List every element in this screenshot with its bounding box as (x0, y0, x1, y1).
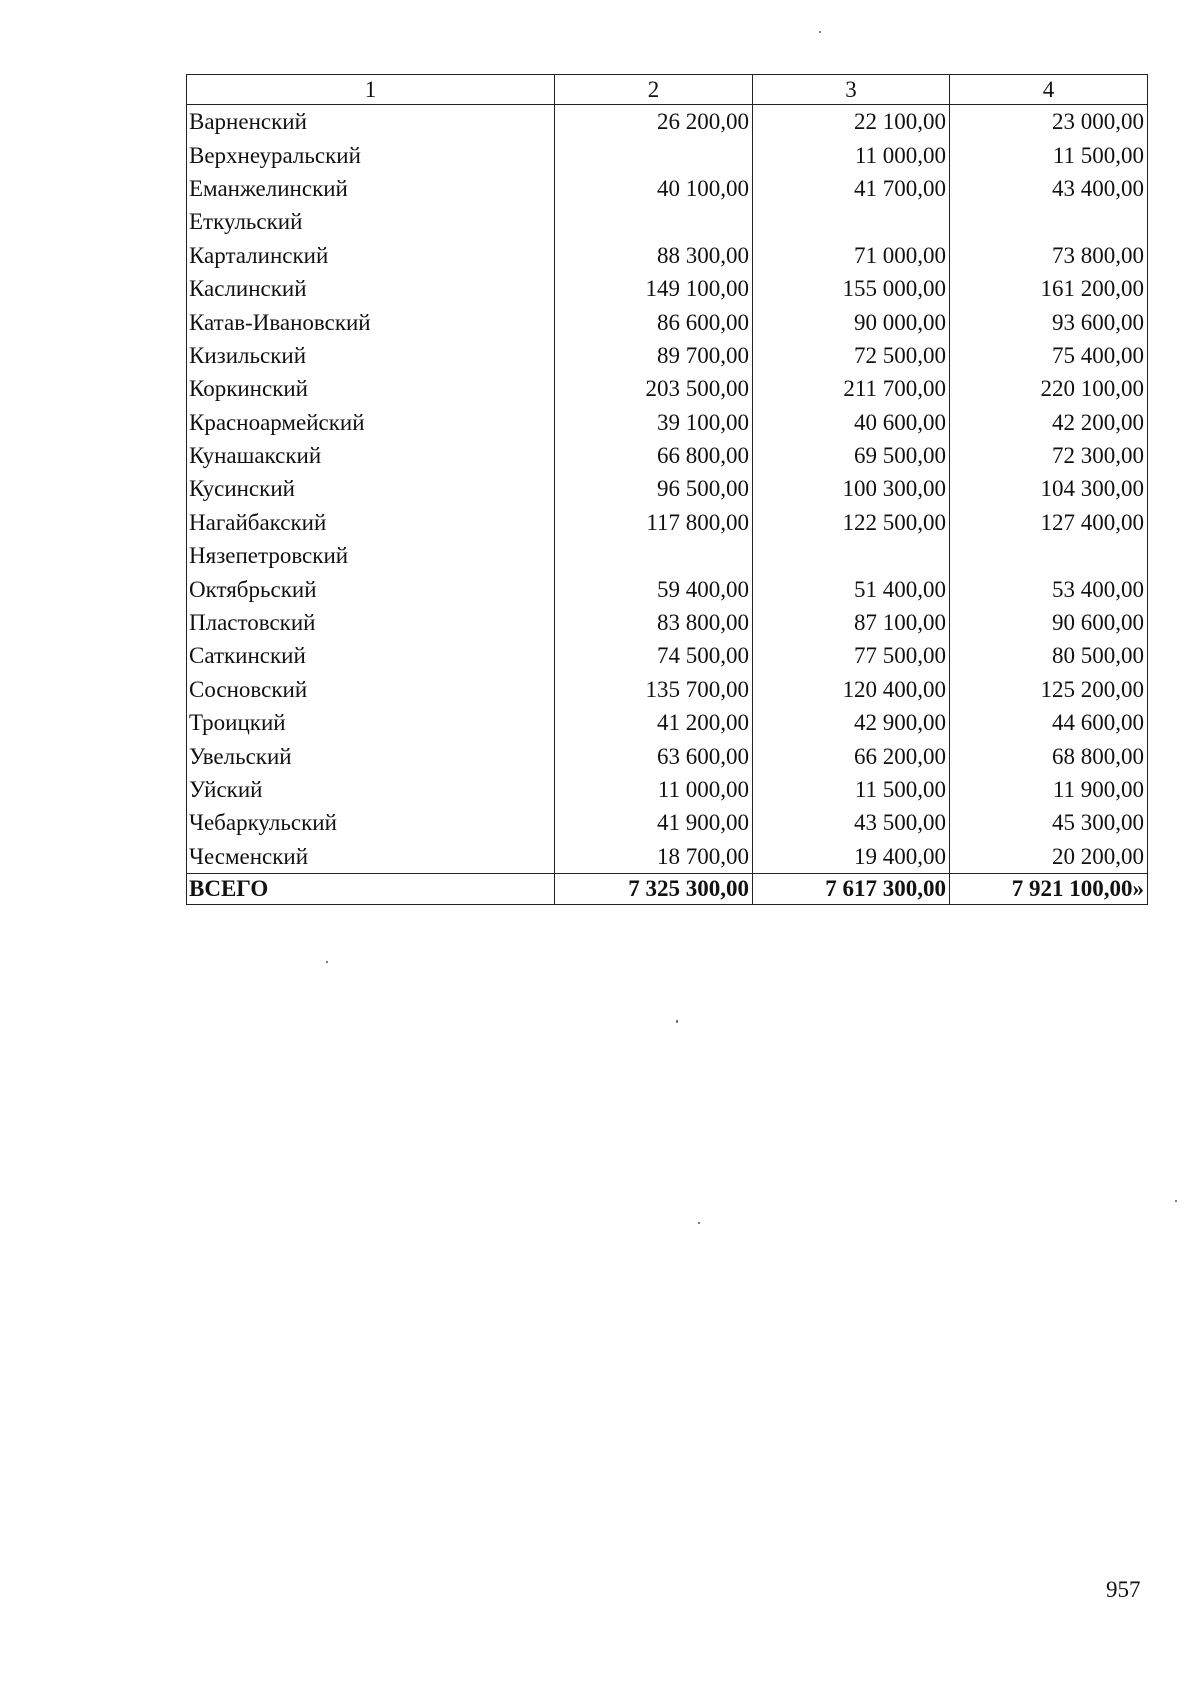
value-col2: 83 800,00 (555, 606, 753, 639)
table-row (187, 439, 1148, 472)
table-row (187, 572, 1148, 605)
value-col3: 43 500,00 (753, 806, 950, 839)
value-col2: 117 800,00 (555, 506, 753, 539)
value-col4: 45 300,00 (950, 806, 1148, 839)
district-name: Кусинский (187, 472, 555, 505)
value-col4: 44 600,00 (950, 706, 1148, 739)
value-col4: 11 900,00 (950, 773, 1148, 806)
value-col3: 11 000,00 (753, 138, 950, 171)
value-col3: 211 700,00 (753, 372, 950, 405)
value-col2 (555, 539, 753, 572)
scan-speck (326, 961, 328, 963)
value-col2: 66 800,00 (555, 439, 753, 472)
value-col4: 43 400,00 (950, 172, 1148, 205)
table-row (187, 606, 1148, 639)
value-col2: 96 500,00 (555, 472, 753, 505)
value-col3 (753, 205, 950, 238)
value-col3: 71 000,00 (753, 239, 950, 272)
total-row (187, 873, 1148, 904)
district-name: Пластовский (187, 606, 555, 639)
budget-table (186, 74, 1148, 905)
value-col4: 73 800,00 (950, 239, 1148, 272)
value-col3: 42 900,00 (753, 706, 950, 739)
value-col2: 59 400,00 (555, 572, 753, 605)
value-col2: 39 100,00 (555, 406, 753, 439)
value-col4: 72 300,00 (950, 439, 1148, 472)
district-name: Чебаркульский (187, 806, 555, 839)
value-col2: 74 500,00 (555, 639, 753, 672)
value-col2: 18 700,00 (555, 840, 753, 874)
district-name: Кунашакский (187, 439, 555, 472)
district-name: Катав-Ивановский (187, 305, 555, 338)
value-col4: 220 100,00 (950, 372, 1148, 405)
column-header: 2 (555, 75, 753, 105)
table-row (187, 773, 1148, 806)
value-col3: 122 500,00 (753, 506, 950, 539)
table-header-row (187, 75, 1148, 105)
value-col4: 23 000,00 (950, 105, 1148, 139)
value-col4: 125 200,00 (950, 673, 1148, 706)
value-col4: 42 200,00 (950, 406, 1148, 439)
value-col4: 11 500,00 (950, 138, 1148, 171)
value-col4: 20 200,00 (950, 840, 1148, 874)
district-name: Саткинский (187, 639, 555, 672)
value-col4: 80 500,00 (950, 639, 1148, 672)
total-col3: 7 617 300,00 (753, 873, 950, 904)
page-number: 957 (1106, 1577, 1141, 1602)
district-name: Нязепетровский (187, 539, 555, 572)
district-name: Нагайбакский (187, 506, 555, 539)
district-name: Чесменский (187, 840, 555, 874)
value-col2: 86 600,00 (555, 305, 753, 338)
column-header: 3 (753, 75, 950, 105)
value-col3: 11 500,00 (753, 773, 950, 806)
district-name: Уйский (187, 773, 555, 806)
value-col3: 100 300,00 (753, 472, 950, 505)
value-col3 (753, 539, 950, 572)
value-col3: 40 600,00 (753, 406, 950, 439)
district-name: Троицкий (187, 706, 555, 739)
district-name: Увельский (187, 739, 555, 772)
value-col3: 72 500,00 (753, 339, 950, 372)
value-col2: 63 600,00 (555, 739, 753, 772)
total-label: ВСЕГО (187, 873, 555, 904)
value-col3: 77 500,00 (753, 639, 950, 672)
table-row (187, 105, 1148, 139)
district-name: Карталинский (187, 239, 555, 272)
district-name: Красноармейский (187, 406, 555, 439)
value-col2: 203 500,00 (555, 372, 753, 405)
value-col3: 22 100,00 (753, 105, 950, 139)
table-row (187, 305, 1148, 338)
table-row (187, 639, 1148, 672)
value-col2: 40 100,00 (555, 172, 753, 205)
value-col4: 53 400,00 (950, 572, 1148, 605)
table-row (187, 272, 1148, 305)
value-col3: 19 400,00 (753, 840, 950, 874)
value-col4 (950, 539, 1148, 572)
value-col3: 69 500,00 (753, 439, 950, 472)
value-col4: 90 600,00 (950, 606, 1148, 639)
table-row (187, 339, 1148, 372)
value-col4: 68 800,00 (950, 739, 1148, 772)
value-col4: 161 200,00 (950, 272, 1148, 305)
value-col3: 120 400,00 (753, 673, 950, 706)
value-col2: 89 700,00 (555, 339, 753, 372)
district-name: Варненский (187, 105, 555, 139)
value-col2 (555, 205, 753, 238)
value-col3: 155 000,00 (753, 272, 950, 305)
table-row (187, 840, 1148, 874)
table-row (187, 673, 1148, 706)
district-name: Кизильский (187, 339, 555, 372)
district-name: Еманжелинский (187, 172, 555, 205)
value-col4: 75 400,00 (950, 339, 1148, 372)
scan-speck (676, 1020, 678, 1023)
table-row (187, 706, 1148, 739)
value-col3: 90 000,00 (753, 305, 950, 338)
table-row (187, 239, 1148, 272)
total-col4: 7 921 100,00» (950, 873, 1148, 904)
district-name: Октябрьский (187, 572, 555, 605)
value-col2: 11 000,00 (555, 773, 753, 806)
column-header: 4 (950, 75, 1148, 105)
column-header: 1 (187, 75, 555, 105)
table-row (187, 138, 1148, 171)
table-row (187, 172, 1148, 205)
value-col3: 51 400,00 (753, 572, 950, 605)
table-row (187, 472, 1148, 505)
district-name: Сосновский (187, 673, 555, 706)
value-col2: 41 900,00 (555, 806, 753, 839)
table-row (187, 806, 1148, 839)
table-row (187, 539, 1148, 572)
value-col4 (950, 205, 1148, 238)
total-col2: 7 325 300,00 (555, 873, 753, 904)
value-col2: 88 300,00 (555, 239, 753, 272)
table-row (187, 406, 1148, 439)
value-col4: 127 400,00 (950, 506, 1148, 539)
table-row (187, 506, 1148, 539)
value-col4: 93 600,00 (950, 305, 1148, 338)
district-name: Коркинский (187, 372, 555, 405)
scan-speck (1175, 1200, 1177, 1202)
district-name: Каслинский (187, 272, 555, 305)
value-col2 (555, 138, 753, 171)
scan-speck (698, 1222, 700, 1224)
value-col3: 87 100,00 (753, 606, 950, 639)
scan-speck (819, 31, 821, 33)
value-col4: 104 300,00 (950, 472, 1148, 505)
value-col3: 66 200,00 (753, 739, 950, 772)
value-col2: 149 100,00 (555, 272, 753, 305)
district-name: Еткульский (187, 205, 555, 238)
value-col2: 26 200,00 (555, 105, 753, 139)
value-col2: 135 700,00 (555, 673, 753, 706)
table-row (187, 372, 1148, 405)
district-name: Верхнеуральский (187, 138, 555, 171)
value-col3: 41 700,00 (753, 172, 950, 205)
table-row (187, 205, 1148, 238)
value-col2: 41 200,00 (555, 706, 753, 739)
table-row (187, 739, 1148, 772)
